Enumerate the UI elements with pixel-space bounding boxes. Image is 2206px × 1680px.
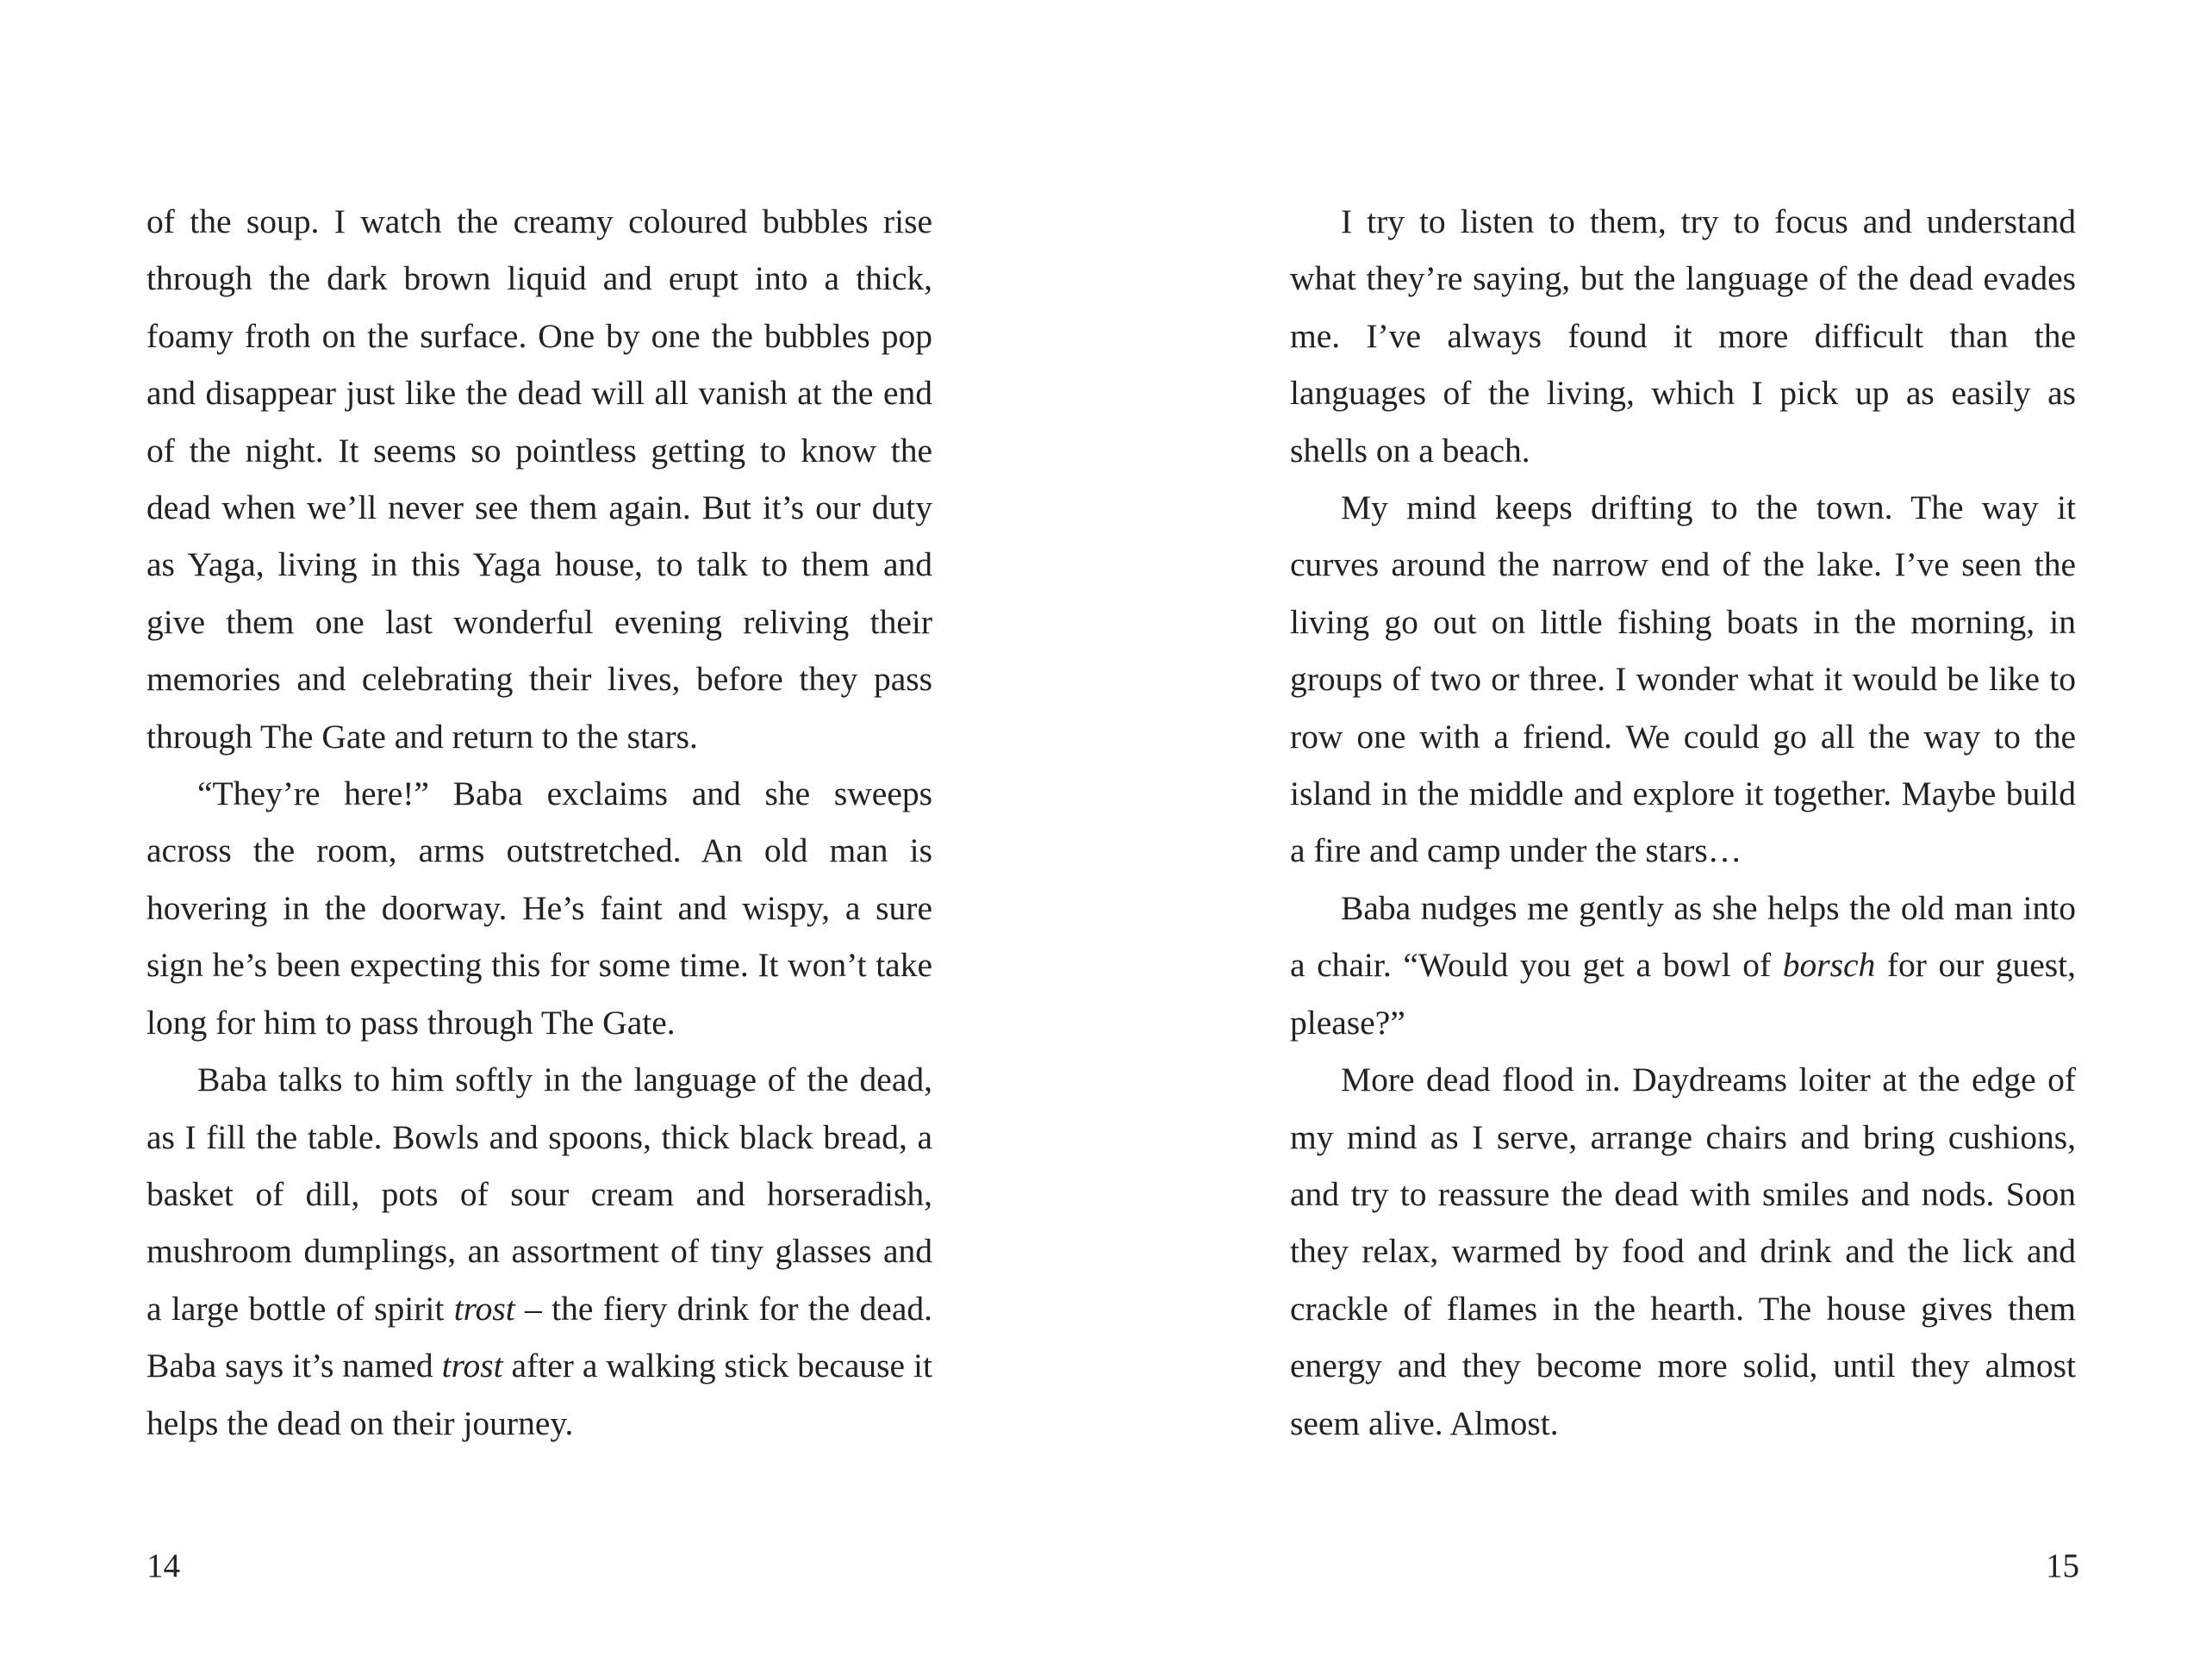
text-segment: Baba nudges me gently as she helps the old man into a chair. “Would you get a bowl of: [1290, 888, 2076, 985]
text-segment: “They’re here!” Baba exclaims and she sweeps across the room, arms outstretched. An old man is hovering in the doorway. He’s faint and wispy, a sure sign he’s been expecting this for some time. It won’t take long for him to pass through The Gate.: [146, 775, 932, 1042]
text-segment: Baba talks to him softly in the language of the dead, as I fill the table. Bowls and spoons, thick black bread, a basket of dill, pots of sour cream and horseradish, mushroom dumplings, an assortment of tiny glasses and a large bottle of spirit: [146, 1061, 932, 1328]
right-paragraph-3: [1290, 880, 2076, 1051]
right-paragraph-4: [1290, 1051, 2076, 1452]
text-segment: – the fiery drink for the dead. Baba says it’s named: [146, 1289, 932, 1385]
text-segment: My mind keeps drifting to the town. The way it curves around the narrow end of the lake. I’ve seen the living go out on little fishing boats in the morning, in groups of two or three. I wonder what it would be like to row one with a friend. We could go all the way to the island in the middle and explore it together. Maybe build a fire and camp under the stars…: [1290, 488, 2076, 870]
left-page: [146, 193, 932, 1452]
left-paragraph-2: [146, 765, 932, 1051]
right-paragraph-1: [1290, 193, 2076, 479]
text-segment: I try to listen to them, try to focus and understand what they’re saying, but the language of the dead evades me. I’ve always found it more difficult than the languages of the living, which I pick up as easily as shells on a beach.: [1290, 202, 2076, 470]
italic-term: trost: [453, 1289, 515, 1328]
right-paragraph-2: [1290, 479, 2076, 880]
right-page: [1290, 193, 2076, 1452]
italic-term: trost: [441, 1347, 503, 1385]
left-paragraph-3: [146, 1051, 932, 1452]
left-paragraph-1: [146, 193, 932, 765]
text-segment: for our guest, please?”: [1290, 946, 2076, 1042]
text-segment: after a walking stick because it helps the dead on their journey.: [146, 1347, 932, 1442]
text-segment: of the soup. I watch the creamy coloured bubbles rise through the dark brown liquid and erupt into a thick, foamy froth on the surface. One by one the bubbles pop and disappear just like the dead will all vanish at the end of the night. It seems so pointless getting to know the dead when we’ll never see them again. But it’s our duty as Yaga, living in this Yaga house, to talk to them and give them one last wonderful evening reliving their memories and celebrating their lives, before they pass through The Gate and return to the stars.: [146, 202, 932, 756]
italic-term: borsch: [1782, 946, 1876, 985]
text-segment: More dead flood in. Daydreams loiter at the edge of my mind as I serve, arrange chairs and bring cushions, and try to reassure the dead with smiles and nods. Soon they relax, warmed by food and drink and the lick and crackle of flames in the hearth. The house gives them energy and they become more solid, until they almost seem alive. Almost.: [1290, 1061, 2076, 1442]
page-number-right: 15: [2046, 1547, 2079, 1584]
page-number-left: 14: [146, 1547, 180, 1584]
